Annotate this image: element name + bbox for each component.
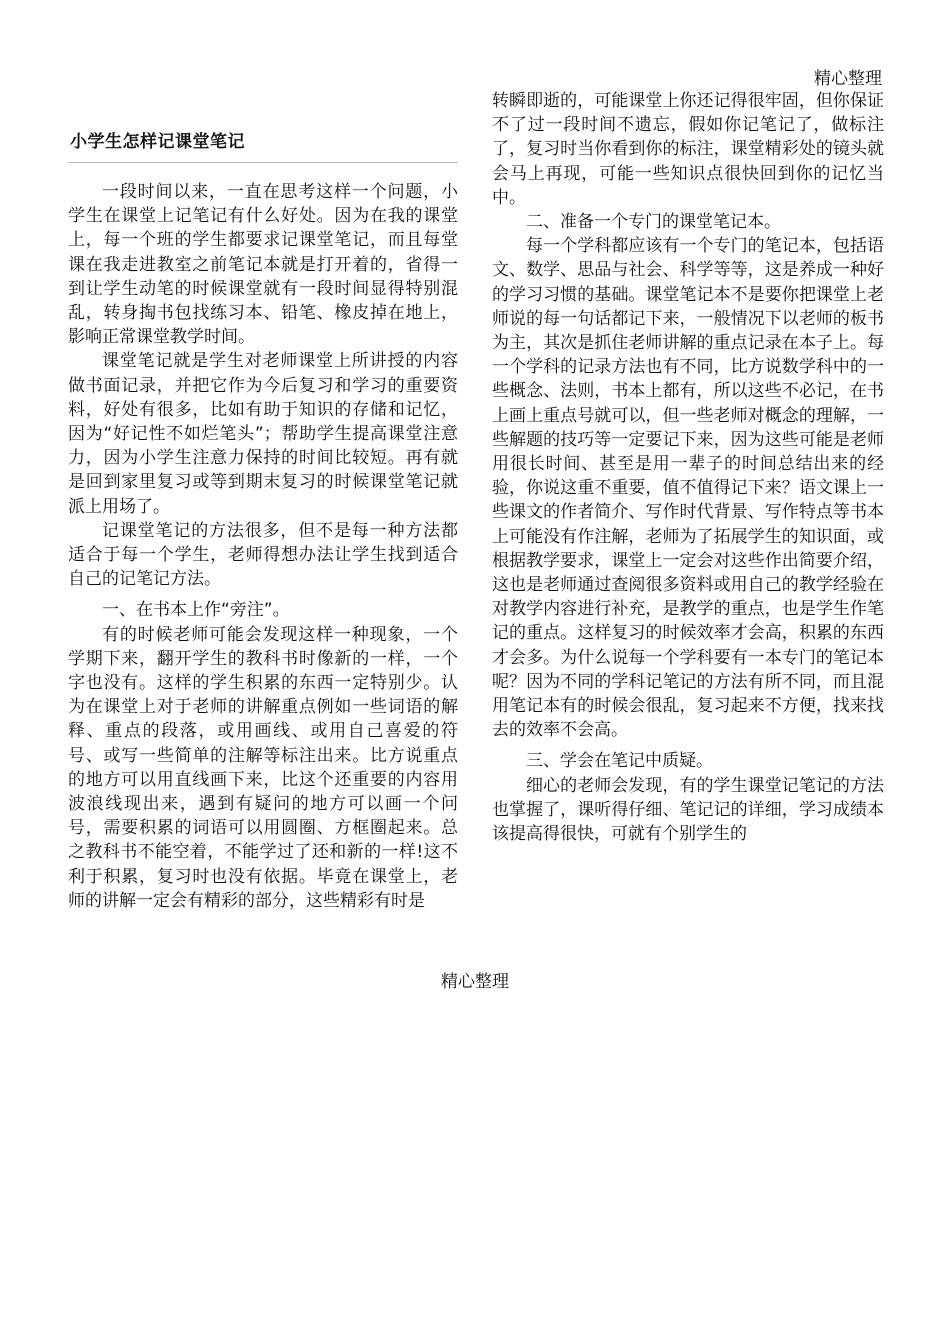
paragraph-section-3: 细心的老师会发现，有的学生课堂记笔记的方法也掌握了，课听得仔细、笔记记的详细，学习成绩本该提高得很快，可就有个别学生的 [492,775,884,845]
section-heading-2: 二、准备一个专门的课堂笔记本。 [526,212,781,233]
page-footer: 精心整理 [441,972,509,992]
section-heading-3: 三、学会在笔记中质疑。 [526,751,713,772]
paragraph-continued: 转瞬即逝的，可能课堂上你还记得很牢固，但你保证不了过一段时间不遗忘，假如你记笔记了，做标注了，复习时当你看到你的标注，课堂精彩处的镜头就会马上再现，可能一些知识点很快回到你的记忆当中。 [492,91,884,208]
paragraph-intro: 一段时间以来，一直在思考这样一个问题，小学生在课堂上记笔记有什么好处。因为在我的课堂上，每一个班的学生都要求记课堂笔记，而且每堂课在我走进教室之前笔记本就是打开着的，省得一到让学生动笔的时候课堂就有一段时间显得特别混乱，转身掏书包找练习本、铅笔、橡皮掉在地上，影响正常课堂教学时间。 [68,182,458,348]
paragraph-section-2: 每一个学科都应该有一个专门的笔记本，包括语文、数学、思品与社会、科学等等，这是养成一种好的学习习惯的基础。课堂笔记本不是要你把课堂上老师说的每一句话都记下来，一般情况下以老师的板书为主，其次是抓住老师讲解的重点记录在本子上。每一个学科的记录方法也有不同，比方说数学科中的一些概念、法则，书本上都有，所以这些不必记，在书上画上重点号就可以，但一些老师对概念的理解，一些解题的技巧等一定要记下来，因为这些可能是老师用很长时间、甚至是用一辈子的时间总结出来的经验，你说这重不重要，值不值得记下来？语文课上一些课文的作者简介、写作时代背景、写作特点等书本上可能没有作注解，老师为了拓展学生的知识面，或根据教学要求，课堂上一定会对这些作出简要介绍，这也是老师通过查阅很多资料或用自己的教学经验在对教学内容进行补充，是教学的重点，也是学生作笔记的重点。这样复习的时候效率才会高，积累的东西才会多。为什么说每一个学科要有一本专门的笔记本呢？因为不同的学科记笔记的方法有所不同，而且混用笔记本有的时候会很乱，复习起来不方便，找来找去的效率不会高。 [492,236,884,741]
page-header: 精心整理 [814,69,882,89]
paragraph-methods: 记课堂笔记的方法很多，但不是每一种方法都适合于每一个学生，老师得想办法让学生找到适合自己的记笔记方法。 [68,520,458,590]
right-column [492,89,884,846]
section-heading-1: 一、在书本上作“旁注”。 [102,600,290,621]
document-title: 小学生怎样记课堂笔记 [70,132,245,152]
paragraph-section-1: 有的时候老师可能会发现这样一种现象，一个学期下来，翻开学生的教科书时像新的一样，一个字也没有。这样的学生积累的东西一定特别少。认为在课堂上对于老师的讲解重点例如一些词语的解释、重点的段落，或用画线、或用自己喜爱的符号、或写一些简单的注解等标注出来。比方说重点的地方可以用直线画下来，比这个还重要的内容用波浪线现出来，遇到有疑问的地方可以画一个问号，需要积累的词语可以用圆圈、方框圈起来。总之教科书不能空着，不能学过了还和新的一样!这不利于积累，复习时也没有依据。毕竟在课堂上，老师的讲解一定会有精彩的部分，这些精彩有时是 [68,624,458,911]
left-column [68,180,458,913]
paragraph-definition: 课堂笔记就是学生对老师课堂上所讲授的内容做书面记录，并把它作为今后复习和学习的重要资料，好处有很多，比如有助于知识的存储和记忆，因为“好记性不如烂笔头”；帮助学生提高课堂注意力，因为小学生注意力保持的时间比较短。再有就是回到家里复习或等到期末复习的时候课堂笔记就派上用场了。 [68,351,458,517]
title-divider [68,162,458,163]
